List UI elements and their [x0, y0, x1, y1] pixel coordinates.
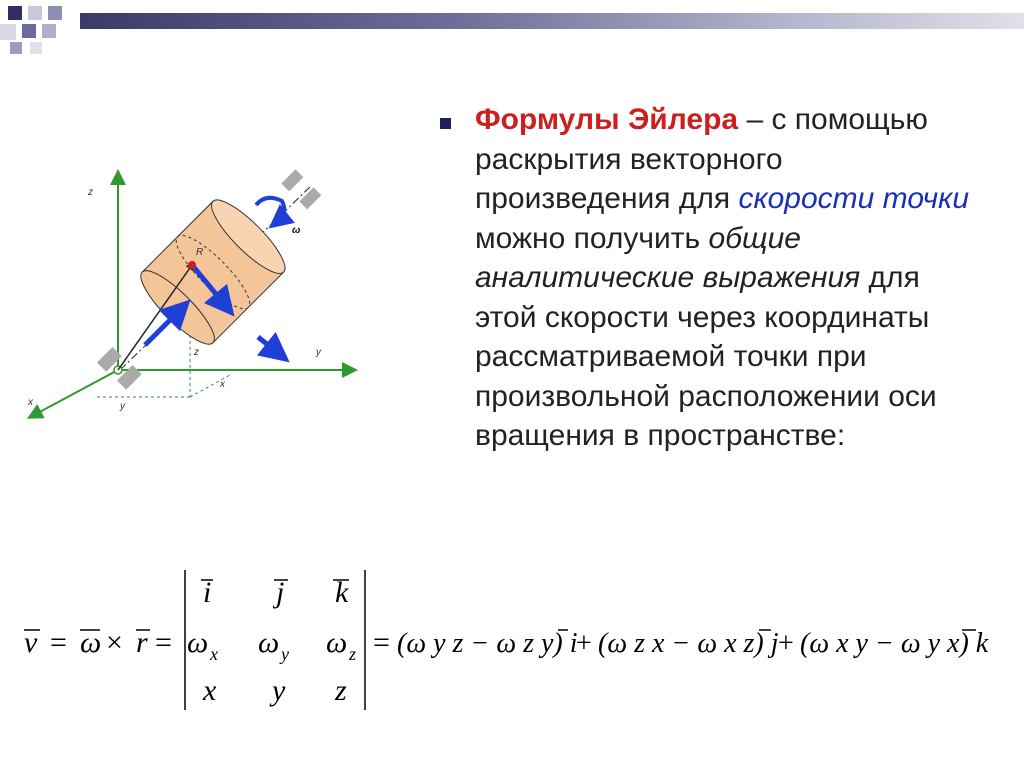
omega-vector	[145, 310, 180, 345]
x-projection-label: x	[220, 379, 225, 390]
det-sub-y: y	[281, 644, 289, 664]
omega-rotation-arrow	[256, 198, 284, 221]
corner-square	[42, 24, 56, 38]
det-j: j	[276, 576, 285, 609]
lhs-r: r	[136, 626, 148, 659]
omega-label: ω	[292, 225, 301, 236]
corner-square	[10, 42, 22, 54]
bullet-marker	[440, 118, 451, 129]
velocity-vector	[258, 337, 278, 353]
text-middle: можно получить	[475, 221, 709, 255]
rotation-figure	[20, 165, 360, 435]
corner-square	[8, 6, 22, 20]
term-euler-formulas: Формулы Эйлера	[475, 103, 739, 136]
det-i: i	[203, 576, 212, 609]
lhs-v: v	[24, 626, 38, 659]
plus-sign: +	[576, 628, 592, 659]
x-axis-label: x	[28, 397, 33, 408]
corner-square	[48, 6, 62, 20]
y-projection-label: y	[120, 401, 125, 412]
corner-square	[0, 24, 16, 40]
header-bar	[80, 13, 1024, 29]
z-projection-label: z	[194, 347, 199, 358]
plus-sign: +	[778, 628, 794, 659]
det-z: z	[335, 674, 347, 707]
det-k: k	[335, 576, 349, 609]
times-sign: ×	[106, 626, 123, 659]
cylinder	[132, 191, 293, 352]
term-general-expressions: общие аналитические выражения	[475, 221, 861, 294]
det-y: y	[272, 674, 286, 707]
det-omega-z: ω	[326, 626, 348, 659]
corner-square	[30, 42, 42, 54]
corner-square	[22, 24, 36, 38]
upper-bearing	[281, 169, 303, 191]
text-intro: – с помощью раскрытия векторного произведения для	[475, 103, 928, 215]
text-rest: для этой скорости через координаты рассматриваемой точки при произвольной расположении оси вращения в пространстве:	[475, 261, 937, 452]
expansion-term-j: (ω z x − ω x z) j	[598, 628, 779, 659]
y-axis-label: y	[316, 347, 321, 358]
lhs-omega: ω	[80, 626, 102, 659]
det-sub-z: z	[349, 644, 357, 664]
euler-formula	[0, 560, 1024, 720]
z-axis-label: z	[88, 187, 93, 198]
eq-sign: =	[155, 626, 172, 659]
expansion-term-k: (ω x y − ω y x) k	[800, 628, 989, 659]
term-point-velocity: скорости точки	[738, 182, 970, 215]
det-omega-y: ω	[258, 626, 280, 659]
point-R-label: R	[196, 247, 204, 258]
point-R	[188, 261, 196, 269]
eq-sign: =	[373, 626, 390, 659]
corner-square	[28, 6, 42, 20]
det-omega-x: ω	[187, 626, 209, 659]
upper-bearing	[299, 187, 321, 209]
det-sub-x: x	[210, 644, 218, 664]
expansion-term-i: (ω y z − ω z y) i	[397, 628, 578, 659]
x-axis	[34, 370, 118, 415]
bullet-text	[475, 100, 975, 456]
eq-sign: =	[50, 626, 67, 659]
det-x: x	[203, 674, 217, 707]
